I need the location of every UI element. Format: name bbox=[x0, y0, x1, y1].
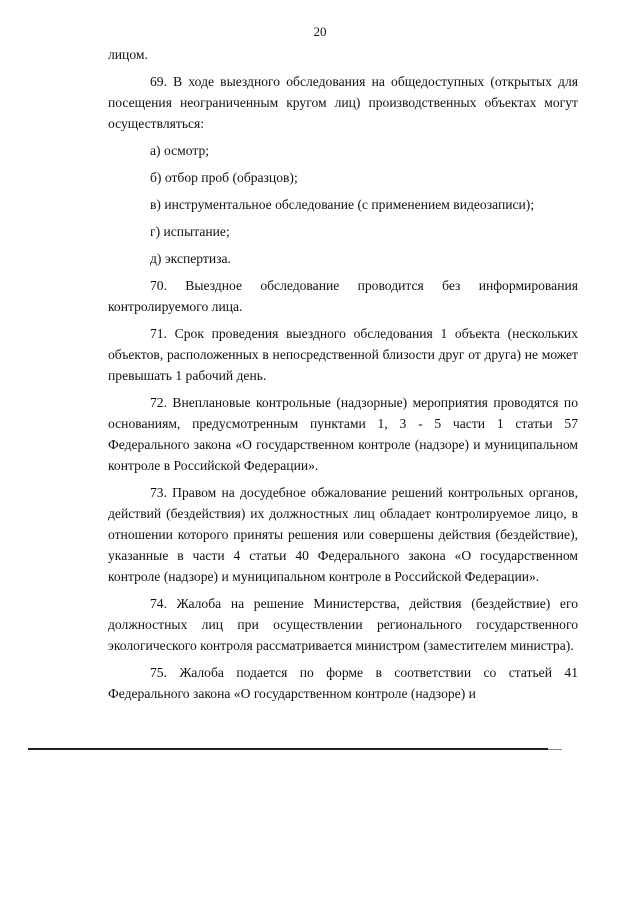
footer-divider-tail bbox=[548, 749, 562, 750]
document-body bbox=[108, 44, 578, 710]
paragraph-73: 73. Правом на досудебное обжалование решений контрольных органов, действий (бездействия) их должностных лиц обладает контролируемое лицо, в отношении которого приняты решения или совершены действия (бездействие), указанные в части 4 статьи 40 Федерального закона «О государственном контроле (надзоре) и муниципальном контроле в Российской Федерации». bbox=[108, 485, 578, 584]
list-item-a: а) осмотр; bbox=[150, 143, 210, 158]
page-number: 20 bbox=[313, 24, 327, 39]
list-item-v: в) инструментальное обследование (с применением видеозаписи); bbox=[150, 197, 535, 212]
list-item-g: г) испытание; bbox=[150, 224, 230, 239]
paragraph-74: 74. Жалоба на решение Министерства, действия (бездействие) его должностных лиц при осуществлении регионального государственного экологического контроля рассматривается министром (заместителем министра). bbox=[108, 596, 578, 653]
list-item-b: б) отбор проб (образцов); bbox=[150, 170, 298, 185]
paragraph-72: 72. Внеплановые контрольные (надзорные) мероприятия проводятся по основаниям, предусмотренным пунктами 1, 3 - 5 части 1 статьи 57 Федерального закона «О государственном контроле (надзоре) и муниципальном контроле в Российской Федерации». bbox=[108, 395, 578, 473]
paragraph-71: 71. Срок проведения выездного обследования 1 объекта (нескольких объектов, расположенных в непосредственной близости друг от друга) не может превышать 1 рабочий день. bbox=[108, 326, 578, 383]
paragraph-70: 70. Выездное обследование проводится без информирования контролируемого лица. bbox=[108, 278, 578, 314]
paragraph-75: 75. Жалоба подается по форме в соответствии со статьей 41 Федерального закона «О государственном контроле (надзоре) и bbox=[108, 665, 578, 701]
footer-divider bbox=[28, 748, 548, 750]
list-item-d: д) экспертиза. bbox=[150, 251, 231, 266]
paragraph-69: 69. В ходе выездного обследования на общедоступных (открытых для посещения неограниченным кругом лиц) производственных объектах могут осуществляться: bbox=[108, 74, 578, 131]
paragraph-continuation: лицом. bbox=[108, 47, 148, 62]
